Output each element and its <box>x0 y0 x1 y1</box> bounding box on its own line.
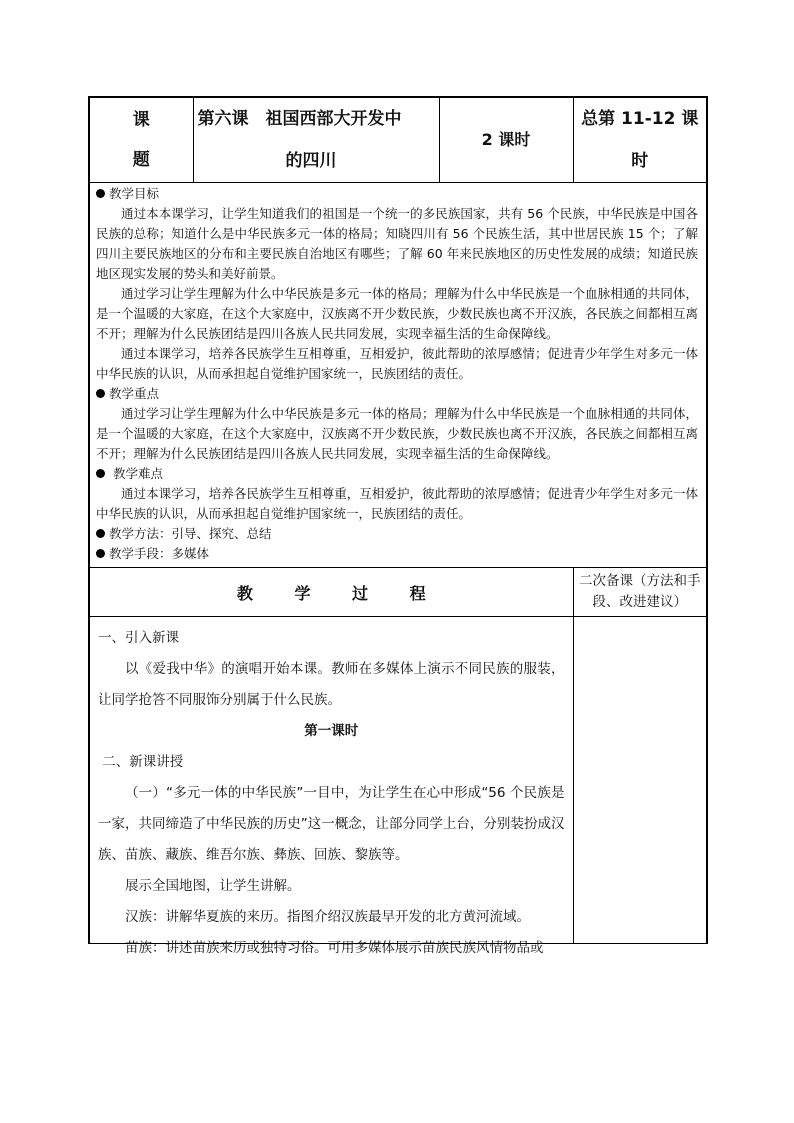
header-title-cell <box>193 97 439 183</box>
objectives-section <box>90 183 706 567</box>
lesson-plan-table <box>88 96 708 956</box>
bullet-icon <box>96 389 105 398</box>
process-paragraph-1: （一）“多元一体的中华民族”一目中，为让学生在心中形成“56 个民族是一家，共同缔造了中华民族的历史”这一概念，让部分同学上台，分别装扮成汉族、苗族、藏族、维吾尔族、彝族、回族、黎族等。 <box>98 785 565 863</box>
process-paragraph-3: 汉族：讲解华夏族的来历。指图介绍汉族最早开发的北方黄河流域。 <box>125 909 530 925</box>
lesson-label: 课 题 <box>132 110 168 170</box>
second-prep-notes <box>574 617 707 943</box>
second-prep-label: 二次备课（方法和手段、改进建议） <box>579 573 701 610</box>
key-paragraph: 通过学习让学生理解为什么中华民族是多元一体的格局；理解为什么中华民族是一个血脉相通的共同体，是一个温暖的大家庭，在这个大家庭中，汉族离不开少数民族，少数民族也离不开汉族，各民族之间都相互离不开；理解为什么民族团结是四川各族人民共同发展，实现幸福生活的生命保障线。 <box>96 406 698 461</box>
difficulty-heading: 教学难点 <box>109 466 163 481</box>
second-prep-cell <box>573 568 707 617</box>
bullet-icon <box>96 469 105 478</box>
header-row <box>89 97 707 183</box>
process-body-cell <box>89 617 573 956</box>
key-heading: 教学重点 <box>109 386 160 401</box>
header-label-cell <box>89 97 193 183</box>
process-content <box>90 617 573 956</box>
lesson-total-line2: 时 <box>631 151 649 171</box>
intro-text: 以《爱我中华》的演唱开始本课。教师在多媒体上演示不同民族的服装，让同学抢答不同服饰分别属于什么民族。 <box>98 661 565 708</box>
header-hours-cell <box>439 97 573 183</box>
second-prep-notes-cell <box>573 617 707 944</box>
bullet-icon <box>96 189 105 198</box>
process-paragraph-4: 苗族：讲述苗族来历或独特习俗。可用多媒体展示苗族民族风情物品或 <box>125 940 544 956</box>
process-body-row <box>89 617 707 944</box>
objectives-cell <box>89 183 707 568</box>
difficulty-paragraph: 通过本课学习，培养各民族学生互相尊重，互相爱护，彼此帮助的浓厚感情；促进青少年学生对多元一体中华民族的认识，从而承担起自觉维护国家统一，民族团结的责任。 <box>96 486 698 521</box>
goal-heading: 教学目标 <box>109 186 160 201</box>
bullet-icon <box>96 549 105 558</box>
new-lesson-heading: 二、新课讲授 <box>98 754 184 770</box>
goal-paragraph-3: 通过本课学习，培养各民族学生互相尊重，互相爱护，彼此帮助的浓厚感情；促进青少年学生对多元一体中华民族的认识，从而承担起自觉维护国家统一，民族团结的责任。 <box>96 346 698 381</box>
bullet-icon <box>96 529 105 538</box>
lesson-title-line1: 第六课 祖国西部大开发中 <box>197 109 402 129</box>
header-total-cell <box>573 97 707 183</box>
process-title-cell <box>89 568 573 617</box>
lesson-title-line2: 的四川 <box>285 151 337 171</box>
process-title: 教 学 过 程 <box>236 583 444 603</box>
period-label: 第一课时 <box>304 723 359 739</box>
goal-paragraph-1: 通过本本课学习，让学生知道我们的祖国是一个统一的多民族国家，共有 56 个民族，中华民族是中国各民族的总称；知道什么是中华民族多元一体的格局；知晓四川有 56 个民族生活，其中世居民族 15 个；了解四川主要民族地区的分布和主要民族自治地区有哪些；了解 60 年来民族地区的历史性发展的成绩；知道民族地区现实发展的势头和美好前景。 <box>96 206 698 281</box>
teaching-method: 教学方法：引导、探究、总结 <box>109 526 272 541</box>
process-header-row <box>89 568 707 617</box>
lesson-hours: 2 课时 <box>481 130 531 149</box>
teaching-means: 教学手段：多媒体 <box>109 546 210 561</box>
lesson-total-line1: 总第 11-12 课 <box>581 109 699 129</box>
goal-paragraph-2: 通过学习让学生理解为什么中华民族是多元一体的格局；理解为什么中华民族是一个血脉相通的共同体，是一个温暖的大家庭，在这个大家庭中，汉族离不开少数民族，少数民族也离不开汉族，各民族之间都相互离不开；理解为什么民族团结是四川各族人民共同发展，实现幸福生活的生命保障线。 <box>96 286 698 341</box>
intro-heading: 一、引入新课 <box>98 630 179 646</box>
process-paragraph-2: 展示全国地图，让学生讲解。 <box>125 878 301 894</box>
objectives-row <box>89 183 707 568</box>
